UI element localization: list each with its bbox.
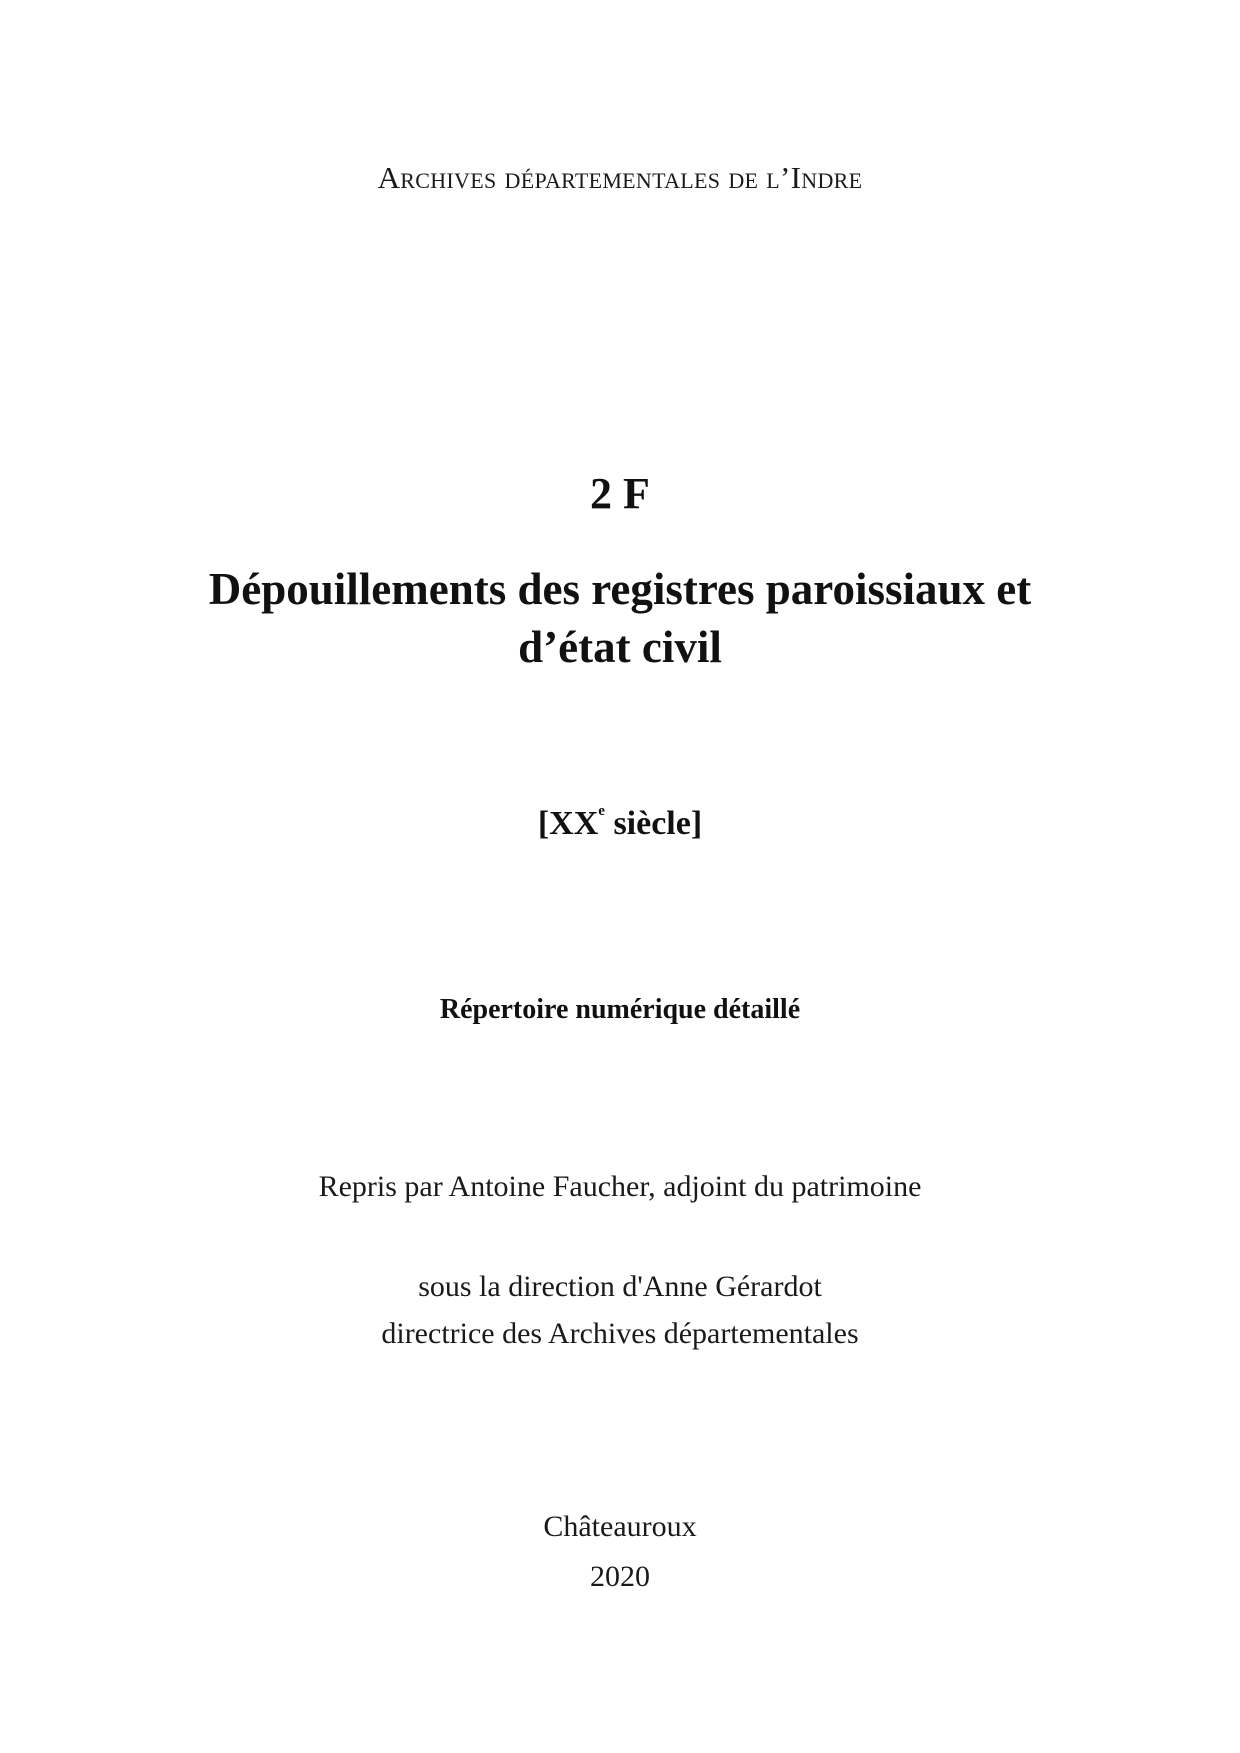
document-title-line-2: d’état civil	[518, 622, 722, 672]
period-suffix: siècle]	[604, 805, 703, 842]
credit-role: directrice des Archives départementales	[381, 1317, 859, 1350]
publication-place: Châteauroux	[543, 1510, 697, 1543]
fonds-code: 2 F	[590, 469, 650, 518]
document-type: Répertoire numérique détaillé	[439, 994, 801, 1025]
document-title-line-1: Dépouillements des registres paroissiaux et	[208, 564, 1032, 614]
credit-author: Repris par Antoine Faucher, adjoint du patrimoine	[318, 1170, 922, 1203]
period-prefix: [XX	[537, 805, 599, 842]
publication-year: 2020	[590, 1560, 650, 1593]
credit-direction: sous la direction d'Anne Gérardot	[418, 1270, 822, 1303]
period-label	[0, 805, 1240, 843]
period-superscript: e	[598, 803, 605, 819]
institution-heading: Archives départementales de l’Indre	[377, 160, 863, 195]
